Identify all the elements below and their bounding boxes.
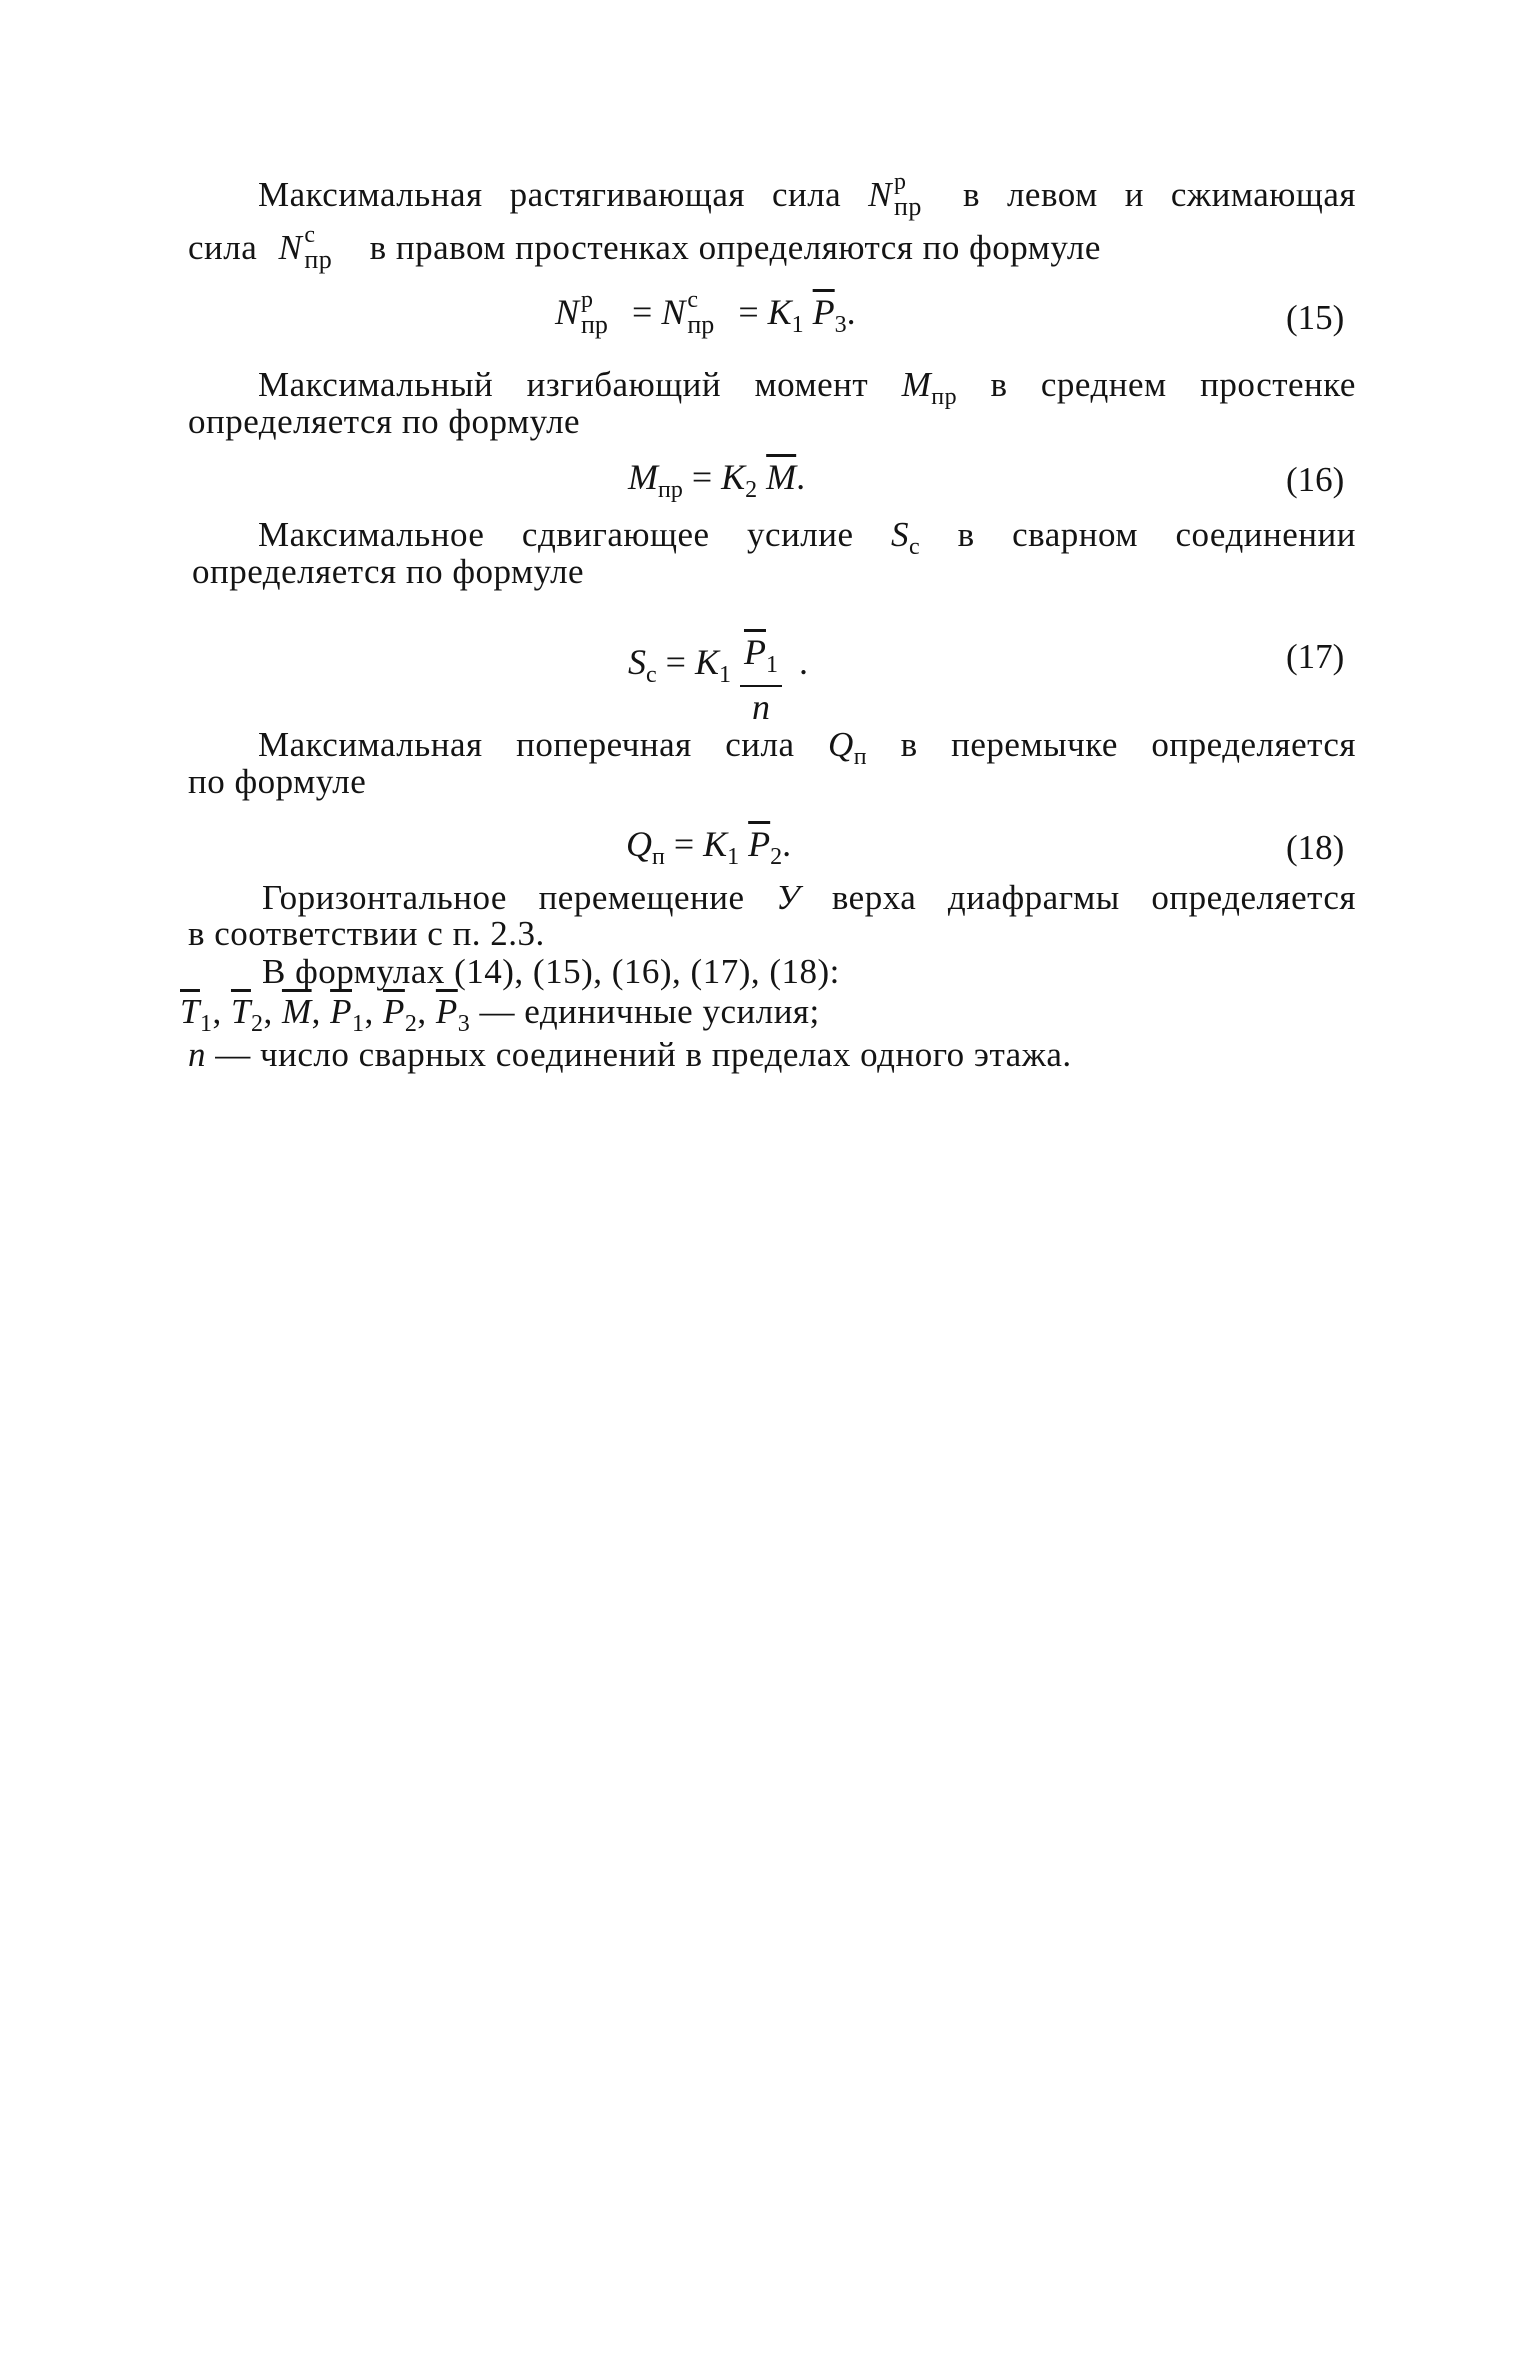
word: определяется: [1151, 725, 1356, 764]
para4-line2: по формуле: [188, 762, 367, 801]
para5-line1: [262, 878, 1356, 918]
symbol-s-c: $S_с$: [891, 515, 921, 560]
word: момент: [754, 365, 869, 404]
word: сила: [771, 175, 842, 214]
word: Максимальное: [258, 515, 485, 554]
word: Максимальный: [258, 365, 494, 404]
word: в: [900, 725, 918, 764]
para1-line1: [258, 168, 1356, 221]
para5-line2: в соответствии с п. 2.3.: [188, 914, 545, 953]
word: сварном: [1012, 515, 1138, 554]
definitions-list: $\overline{T}_1$, $\overline{T}_2$, $\overline{M}$, $\overline{P}_1$, $\overline{P}_2$, $\overline{P}_3$ — единичные усилия;: [180, 992, 820, 1037]
equation-15: N р пр = N с пр = $K_1$ $\overline{P}_3$.: [555, 286, 856, 339]
word: простенке: [1200, 365, 1356, 404]
word: сила: [725, 725, 795, 764]
word: в: [962, 175, 980, 214]
word: в: [990, 365, 1008, 404]
word: сила: [188, 228, 258, 267]
equation-number-15: (15): [1286, 298, 1345, 337]
equation-16: $M_{пр} = K_2$ $\overline{M}$.: [628, 457, 806, 504]
word: в: [957, 515, 975, 554]
word: сдвигающее: [521, 515, 710, 554]
equation-number-16: (16): [1286, 460, 1345, 499]
fraction: $\frac{\overline{P}_1}{n}$: [740, 632, 782, 727]
word: изгибающий: [526, 365, 722, 404]
equation-18: $Q_п = K_1$ $\overline{P}_2$.: [626, 824, 792, 871]
equation-17: $S_с = K_1$ $\frac{\overline{P}_1}{n}$ .: [628, 632, 808, 728]
word: верха: [831, 878, 917, 917]
para4-line1: [258, 725, 1356, 777]
para2-line2: определяется по формуле: [188, 402, 581, 441]
para3-line2: определяется по формуле: [192, 552, 585, 591]
word: перемычке: [951, 725, 1118, 764]
symbol-u: У: [776, 878, 801, 917]
word: поперечная: [516, 725, 692, 764]
para1-line2: [188, 221, 1101, 274]
word: определяется: [1151, 878, 1356, 917]
word: диафрагмы: [947, 878, 1120, 917]
word: растягивающая: [509, 175, 745, 214]
symbol-q-p: $Q_п$: [828, 725, 868, 770]
word: усилие: [747, 515, 854, 554]
word: сжимающая: [1170, 175, 1356, 214]
word: Максимальная: [258, 175, 483, 214]
symbol-n-pr-r: N р пр: [868, 168, 922, 221]
equation-number-18: (18): [1286, 828, 1345, 867]
word: соединении: [1175, 515, 1356, 554]
definitions-intro: В формулах (14), (15), (16), (17), (18):: [262, 952, 840, 991]
word: перемещение: [538, 878, 745, 917]
equation-number-17: (17): [1286, 637, 1345, 676]
word: среднем: [1040, 365, 1167, 404]
word: Максимальная: [258, 725, 483, 764]
text-run: в правом простенках определяются по формуле: [369, 228, 1101, 267]
word: и: [1124, 175, 1144, 214]
symbol-n-pr-c: N с пр: [278, 221, 333, 274]
symbol-m-pr: $M_{пр}$: [901, 365, 958, 410]
word: Горизонтальное: [262, 878, 507, 917]
word: левом: [1006, 175, 1098, 214]
definition-n: n — число сварных соединений в пределах одного этажа.: [188, 1035, 1072, 1074]
